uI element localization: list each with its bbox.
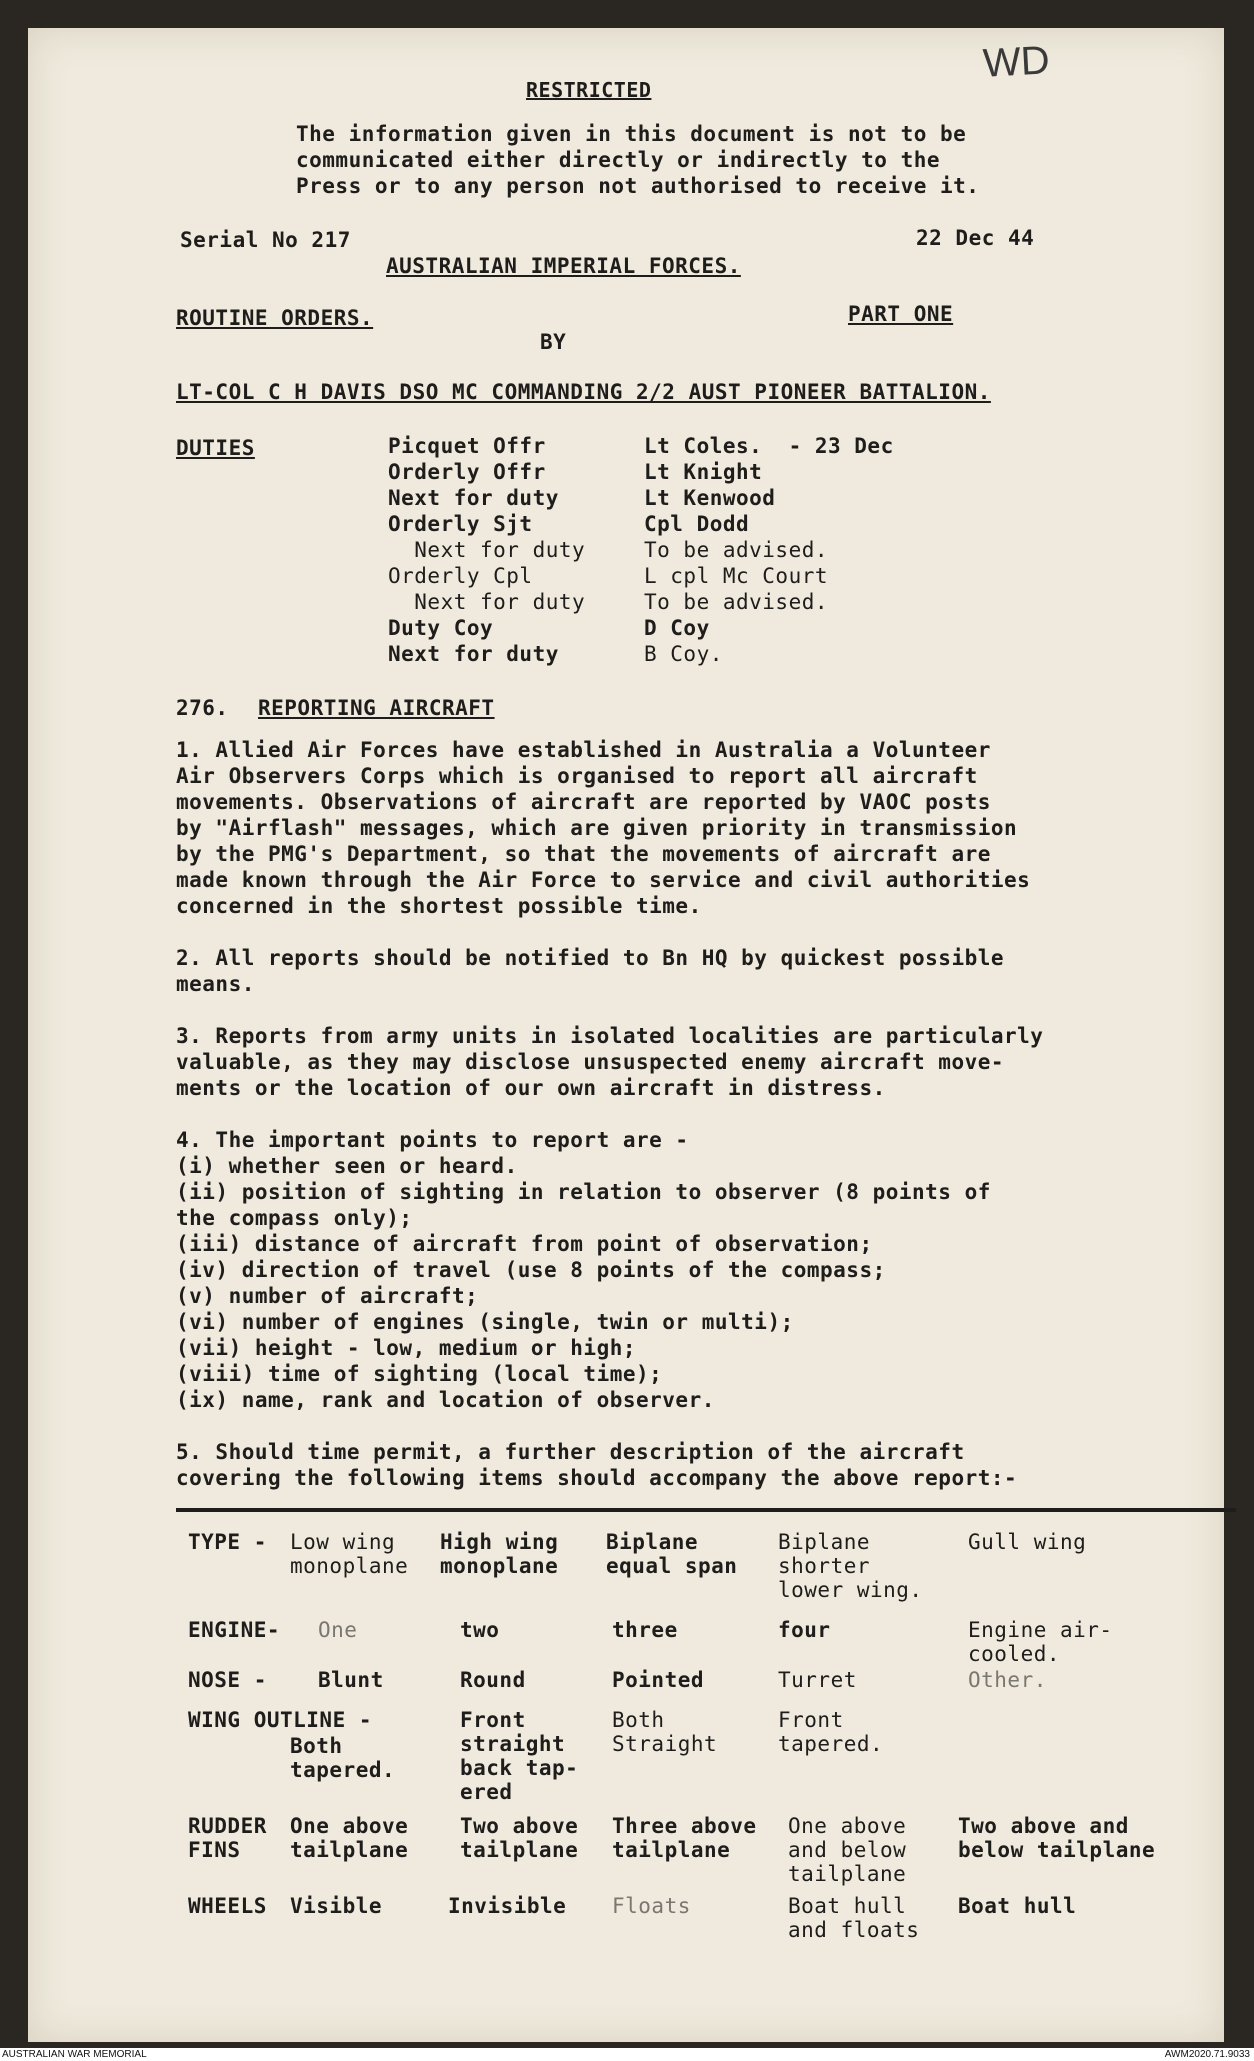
- table-cell: two: [460, 1618, 500, 1642]
- table-cell: four: [778, 1618, 831, 1642]
- footer-archive-id: AWM2020.71.9033: [1164, 2049, 1250, 2060]
- duties-heading: DUTIES: [176, 436, 255, 460]
- text-line: by the PMG's Department, so that the movements of aircraft are: [176, 842, 991, 866]
- text-line: (iii) distance of aircraft from point of observation;: [176, 1232, 873, 1256]
- table-cell: One above and below tailplane: [788, 1814, 907, 1886]
- table-cell: Turret: [778, 1668, 857, 1692]
- text-line: (iv) direction of travel (use 8 points of the compass;: [176, 1258, 886, 1282]
- table-cell: Both Straight: [612, 1708, 718, 1756]
- table-divider: [176, 1508, 1236, 1512]
- section-title: REPORTING AIRCRAFT: [258, 696, 495, 720]
- table-cell: High wing monoplane: [440, 1530, 559, 1578]
- table-row-label: TYPE -: [188, 1530, 267, 1554]
- table-cell: Other.: [968, 1668, 1047, 1692]
- table-row-label: WING OUTLINE -: [188, 1708, 373, 1732]
- table-cell: One above tailplane: [290, 1814, 409, 1862]
- text-line: (ii) position of sighting in relation to observer (8 points of: [176, 1180, 991, 1204]
- commander-line: LT-COL C H DAVIS DSO MC COMMANDING 2/2 AUST PIONEER BATTALION.: [176, 380, 991, 404]
- text-line: 5. Should time permit, a further description of the aircraft: [176, 1440, 965, 1464]
- duty-role: Orderly Offr: [388, 460, 546, 484]
- text-line: movements. Observations of aircraft are reported by VAOC posts: [176, 790, 991, 814]
- part-one-heading: PART ONE: [848, 302, 954, 326]
- text-line: the compass only);: [176, 1206, 413, 1230]
- table-cell: Two above and below tailplane: [958, 1814, 1156, 1862]
- table-cell: Both tapered.: [290, 1734, 396, 1782]
- duty-name: Lt Kenwood: [644, 486, 776, 510]
- text-line: 1. Allied Air Forces have established in Australia a Volunteer: [176, 738, 991, 762]
- routine-orders-heading: ROUTINE ORDERS.: [176, 306, 374, 330]
- table-row-label: WHEELS: [188, 1894, 267, 1918]
- notice-line-2: communicated either directly or indirectly to the: [296, 148, 941, 172]
- table-cell: Blunt: [318, 1668, 384, 1692]
- by-label: BY: [540, 330, 567, 354]
- duty-role: Orderly Cpl: [388, 564, 533, 588]
- text-line: by "Airflash" messages, which are given priority in transmission: [176, 816, 1018, 840]
- duty-role: Orderly Sjt: [388, 512, 533, 536]
- footer-archive-name: AUSTRALIAN WAR MEMORIAL: [2, 2049, 147, 2060]
- document-page: [28, 28, 1224, 2042]
- duty-name: To be advised.: [644, 590, 829, 614]
- notice-line-1: The information given in this document is not to be: [296, 122, 967, 146]
- text-line: 2. All reports should be notified to Bn HQ by quickest possible: [176, 946, 1005, 970]
- table-cell: Biplane equal span: [606, 1530, 738, 1578]
- table-row-label: RUDDER FINS: [188, 1814, 267, 1862]
- table-cell: Two above tailplane: [460, 1814, 579, 1862]
- duty-name: Cpl Dodd: [644, 512, 750, 536]
- duty-role: Next for duty: [388, 590, 586, 614]
- table-cell: Floats: [612, 1894, 691, 1918]
- text-line: 4. The important points to report are -: [176, 1128, 689, 1152]
- text-line: Air Observers Corps which is organised to report all aircraft: [176, 764, 978, 788]
- text-line: made known through the Air Force to service and civil authorities: [176, 868, 1031, 892]
- text-line: (viii) time of sighting (local time);: [176, 1362, 663, 1386]
- text-line: concerned in the shortest possible time.: [176, 894, 702, 918]
- table-cell: Front tapered.: [778, 1708, 884, 1756]
- text-line: (vi) number of engines (single, twin or multi);: [176, 1310, 794, 1334]
- duty-role: Next for duty: [388, 538, 586, 562]
- table-cell: Biplane shorter lower wing.: [778, 1530, 923, 1602]
- duty-role: Next for duty: [388, 642, 559, 666]
- table-cell: Front straight back tap- ered: [460, 1708, 579, 1804]
- table-row-label: NOSE -: [188, 1668, 267, 1692]
- text-line: valuable, as they may disclose unsuspected enemy aircraft move-: [176, 1050, 1005, 1074]
- duty-role: Next for duty: [388, 486, 559, 510]
- duty-name: B Coy.: [644, 642, 723, 666]
- table-cell: Low wing monoplane: [290, 1530, 409, 1578]
- text-line: covering the following items should accompany the above report:-: [176, 1466, 1018, 1490]
- table-row-label: ENGINE-: [188, 1618, 281, 1642]
- text-line: (v) number of aircraft;: [176, 1284, 479, 1308]
- table-cell: Engine air- cooled.: [968, 1618, 1113, 1666]
- duty-name: Lt Coles. - 23 Dec: [644, 434, 894, 458]
- duty-name: L cpl Mc Court: [644, 564, 829, 588]
- duty-role: Picquet Offr: [388, 434, 546, 458]
- table-cell: Gull wing: [968, 1530, 1087, 1554]
- duty-name: Lt Knight: [644, 460, 763, 484]
- section-number: 276.: [176, 696, 229, 720]
- order-date: 22 Dec 44: [916, 226, 1035, 250]
- serial-number: Serial No 217: [180, 228, 351, 252]
- table-cell: Round: [460, 1668, 526, 1692]
- handwritten-mark: WD: [981, 38, 1051, 86]
- duty-name: To be advised.: [644, 538, 829, 562]
- table-cell: Three above tailplane: [612, 1814, 757, 1862]
- table-cell: Visible: [290, 1894, 383, 1918]
- duty-role: Duty Coy: [388, 616, 494, 640]
- table-cell: three: [612, 1618, 678, 1642]
- duty-name: D Coy: [644, 616, 710, 640]
- text-line: 3. Reports from army units in isolated localities are particularly: [176, 1024, 1044, 1048]
- table-cell: One: [318, 1618, 358, 1642]
- text-line: (ix) name, rank and location of observer.: [176, 1388, 715, 1412]
- text-line: means.: [176, 972, 255, 996]
- org-title: AUSTRALIAN IMPERIAL FORCES.: [386, 254, 741, 278]
- table-cell: Boat hull: [958, 1894, 1077, 1918]
- table-cell: Pointed: [612, 1668, 705, 1692]
- text-line: ments or the location of our own aircraft in distress.: [176, 1076, 886, 1100]
- text-line: (vii) height - low, medium or high;: [176, 1336, 637, 1360]
- table-cell: Boat hull and floats: [788, 1894, 920, 1942]
- restricted-heading: RESTRICTED: [526, 78, 652, 102]
- notice-line-3: Press or to any person not authorised to receive it.: [296, 174, 980, 198]
- table-cell: Invisible: [448, 1894, 567, 1918]
- text-line: (i) whether seen or heard.: [176, 1154, 518, 1178]
